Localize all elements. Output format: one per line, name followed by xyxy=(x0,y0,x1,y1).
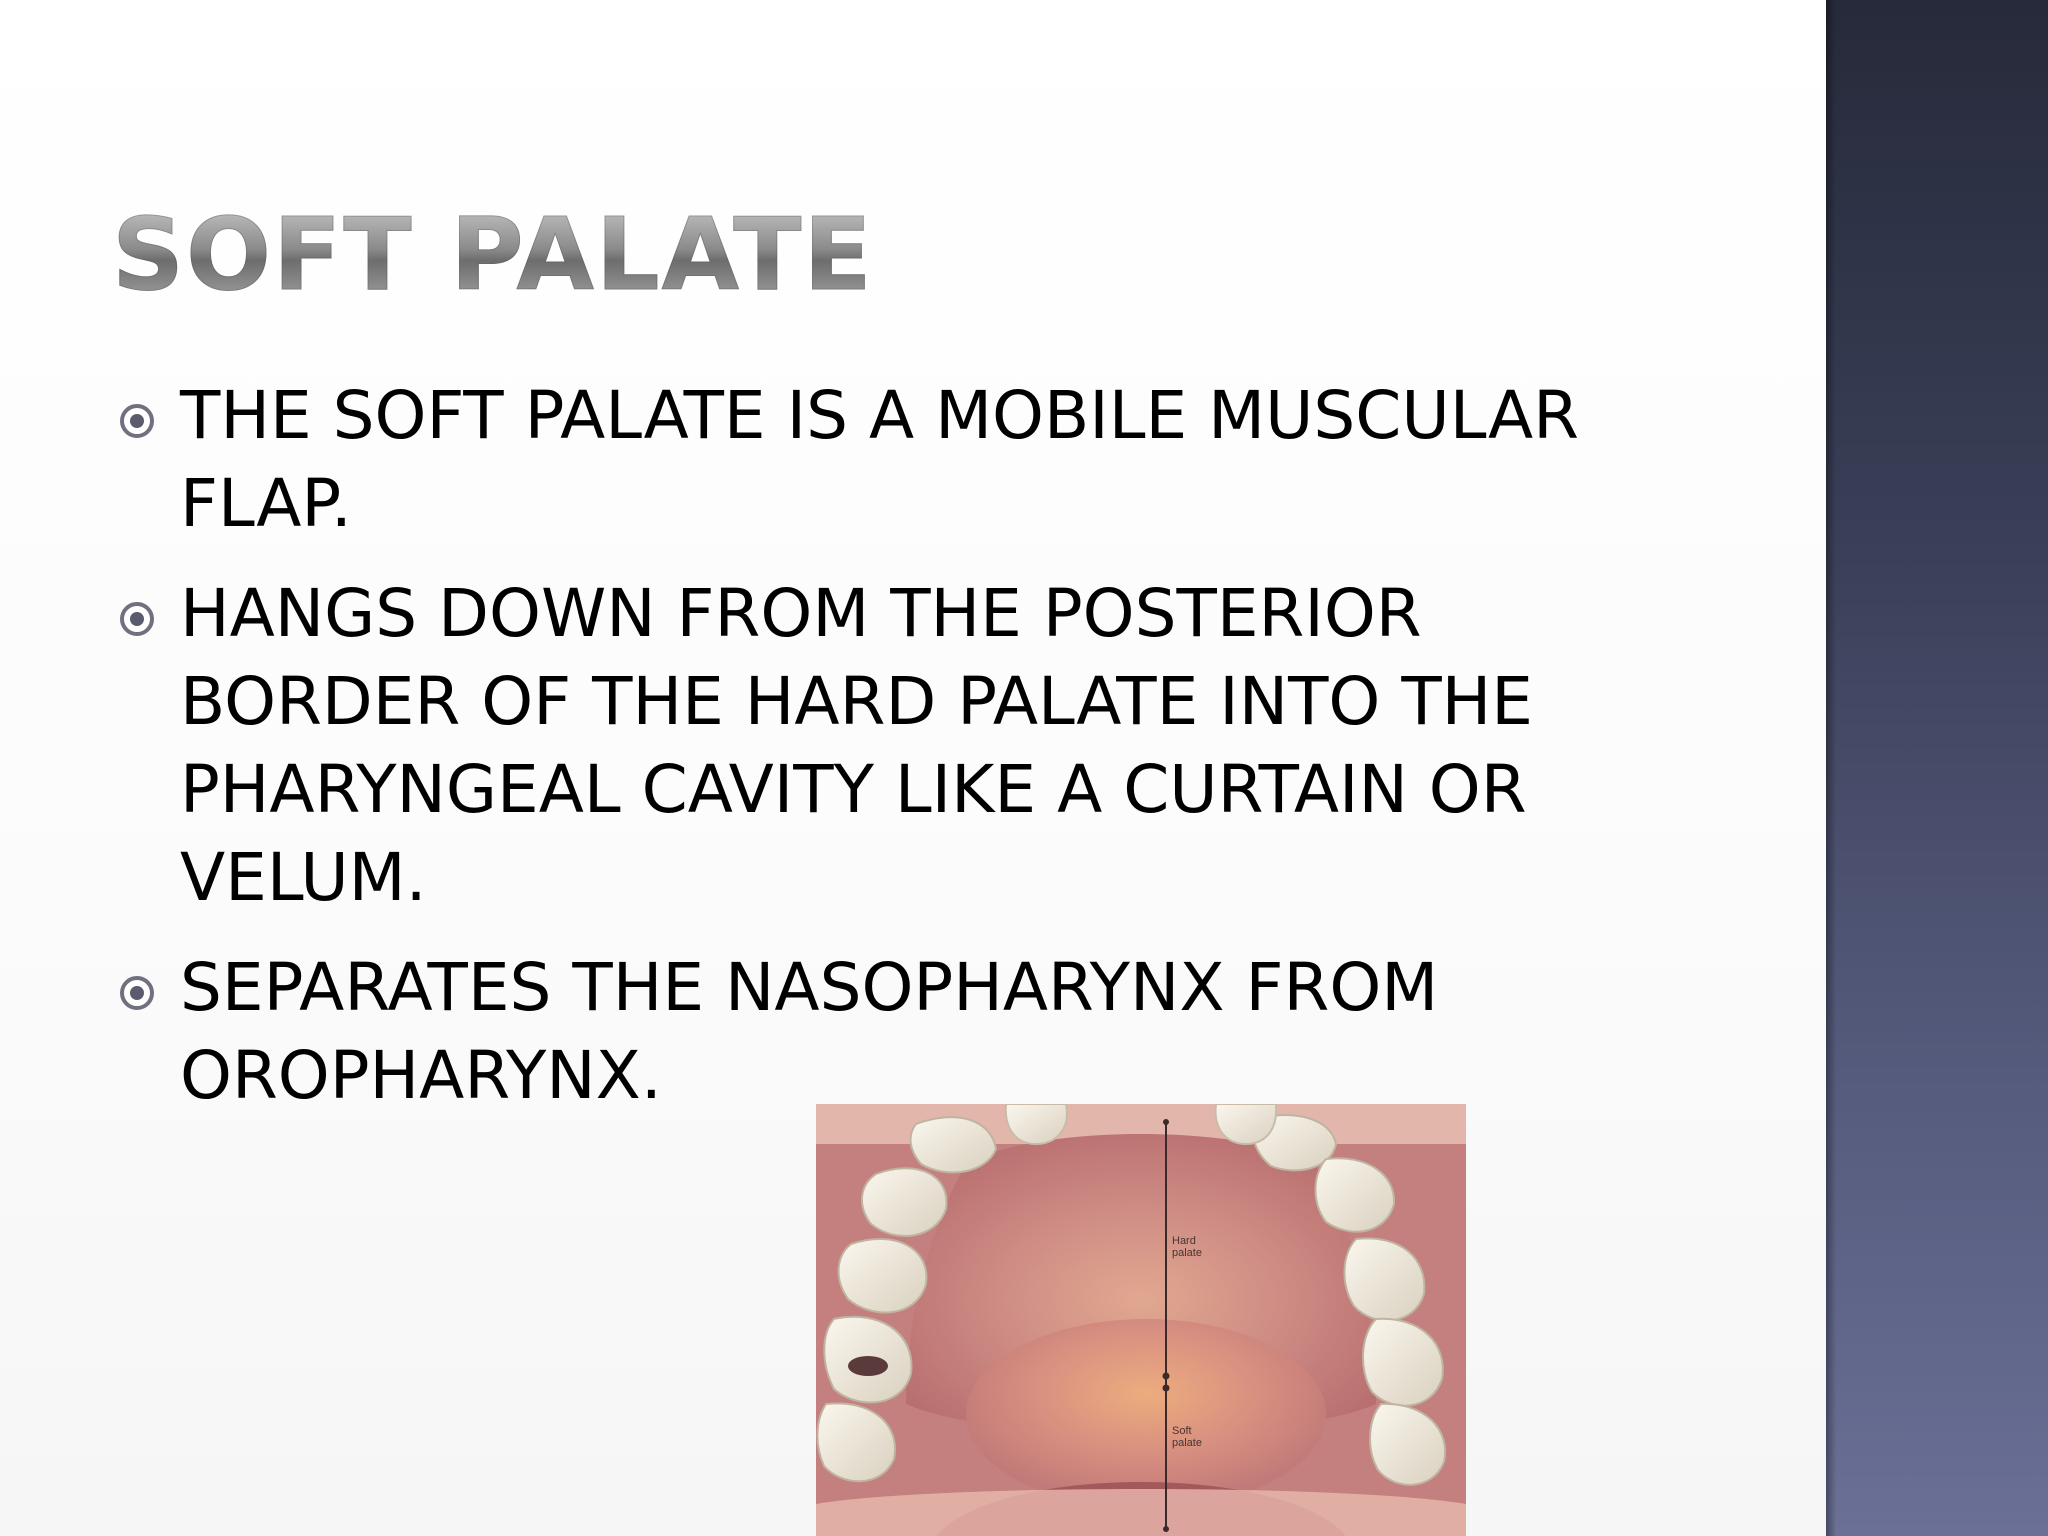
palate-illustration xyxy=(816,1104,1466,1536)
palate-photo xyxy=(816,1104,1466,1536)
slide-title: SOFT PALATE xyxy=(112,196,874,313)
hard-palate-label: Hard palate xyxy=(1172,1235,1202,1259)
soft-palate-label: Soft palate xyxy=(1172,1425,1202,1449)
bullet-item xyxy=(120,570,1740,922)
circled-dot-icon xyxy=(120,404,154,438)
bullet-text: SEPARATES THE NASOPHARYNX FROM OROPHARYNX. xyxy=(180,949,1439,1114)
circled-dot-icon xyxy=(120,976,154,1010)
bullet-item xyxy=(120,372,1740,548)
circled-dot-icon xyxy=(120,602,154,636)
bullet-item xyxy=(120,944,1740,1120)
bullet-text: THE SOFT PALATE IS A MOBILE MUSCULAR FLAP. xyxy=(180,377,1579,542)
bullet-text: HANGS DOWN FROM THE POSTERIOR BORDER OF THE HARD PALATE INTO THE PHARYNGEAL CAVITY LIKE A CURTAIN OR VELUM. xyxy=(180,575,1533,916)
bullet-list xyxy=(120,372,1740,1142)
decorative-side-band xyxy=(1826,0,2048,1536)
